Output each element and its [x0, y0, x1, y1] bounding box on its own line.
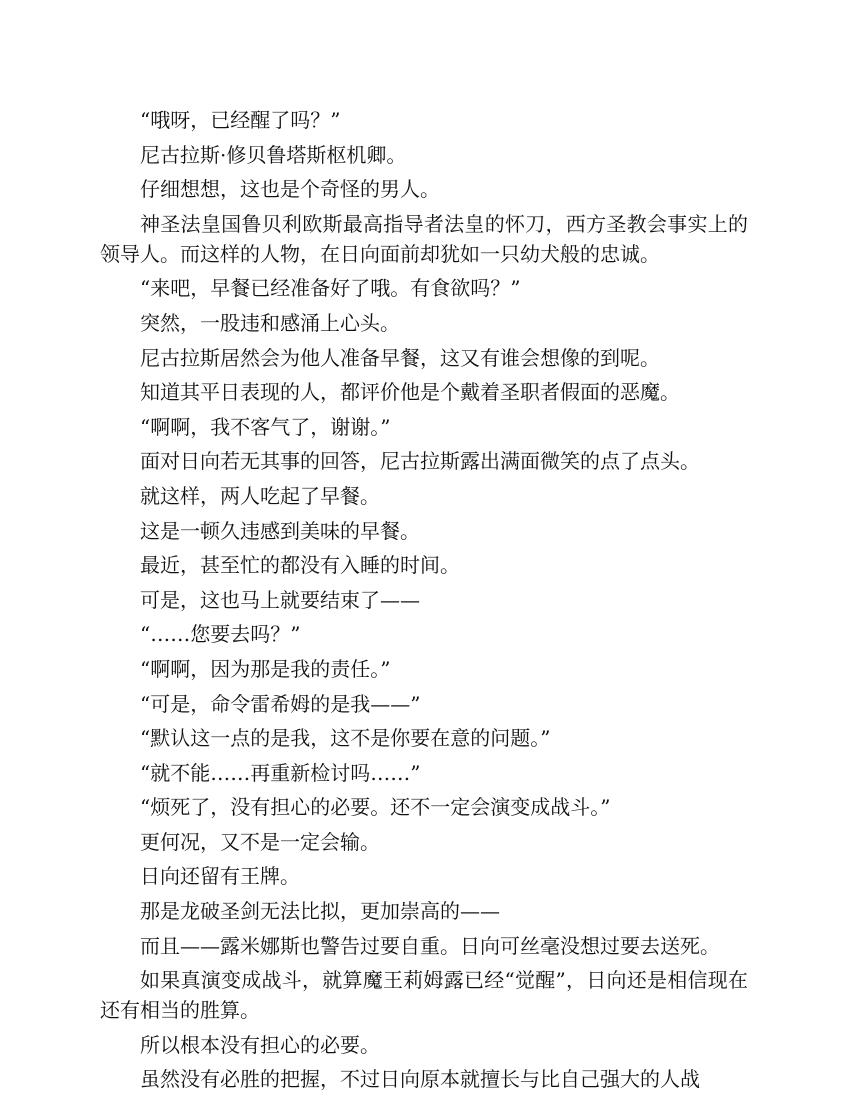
paragraph: “就不能……再重新检讨吗……” [140, 760, 421, 785]
paragraph: “啊啊，因为那是我的责任。” [140, 656, 391, 681]
paragraph: 最近，甚至忙的都没有入睡的时间。 [140, 553, 460, 578]
paragraph: “……您要去吗？” [140, 622, 301, 647]
paragraph: 如果真演变成战斗，就算魔王莉姆露已经“觉醒”，日向还是相信现在还有相当的胜算。 [100, 968, 748, 1023]
paragraph: 日向还留有王牌。 [140, 864, 300, 889]
paragraph: “来吧，早餐已经准备好了哦。有食欲吗？” [140, 276, 521, 301]
paragraph: 可是，这也马上就要结束了—— [140, 587, 420, 612]
paragraph: 尼古拉斯居然会为他人准备早餐，这又有谁会想像的到呢。 [140, 345, 660, 370]
paragraph: “烦死了，没有担心的必要。还不一定会演变成战斗。” [140, 795, 611, 820]
document-body [100, 105, 748, 1099]
paragraph: 这是一顿久违感到美味的早餐。 [140, 518, 420, 543]
paragraph: 尼古拉斯·修贝鲁塔斯枢机卿。 [140, 142, 407, 167]
paragraph: “哦呀，已经醒了吗？” [140, 108, 341, 132]
paragraph: 那是龙破圣剑无法比拟，更加崇高的—— [140, 899, 500, 924]
paragraph: 神圣法皇国鲁贝利欧斯最高指导者法皇的怀刀，西方圣教会事实上的领导人。而这样的人物，在日向面前却犹如一只幼犬般的忠诚。 [100, 211, 748, 266]
paragraph: “默认这一点的是我，这不是你要在意的问题。” [140, 726, 551, 751]
paragraph: 虽然没有必胜的把握，不过日向原本就擅长与比自己强大的人战 [140, 1067, 700, 1092]
paragraph: “啊啊，我不客气了，谢谢。” [140, 414, 391, 439]
paragraph: 仔细想想，这也是个奇怪的男人。 [140, 177, 440, 202]
paragraph: 更何况，又不是一定会输。 [140, 829, 380, 854]
paragraph: 知道其平日表现的人，都评价他是个戴着圣职者假面的恶魔。 [140, 380, 680, 405]
paragraph: 而且——露米娜斯也警告过要自重。日向可丝毫没想过要去送死。 [140, 933, 720, 958]
paragraph: 突然，一股违和感涌上心头。 [140, 310, 400, 335]
paragraph: 面对日向若无其事的回答，尼古拉斯露出满面微笑的点了点头。 [140, 449, 700, 474]
paragraph: “可是，命令雷希姆的是我——” [140, 691, 421, 716]
paragraph: 就这样，两人吃起了早餐。 [140, 483, 380, 508]
paragraph: 所以根本没有担心的必要。 [140, 1032, 380, 1057]
